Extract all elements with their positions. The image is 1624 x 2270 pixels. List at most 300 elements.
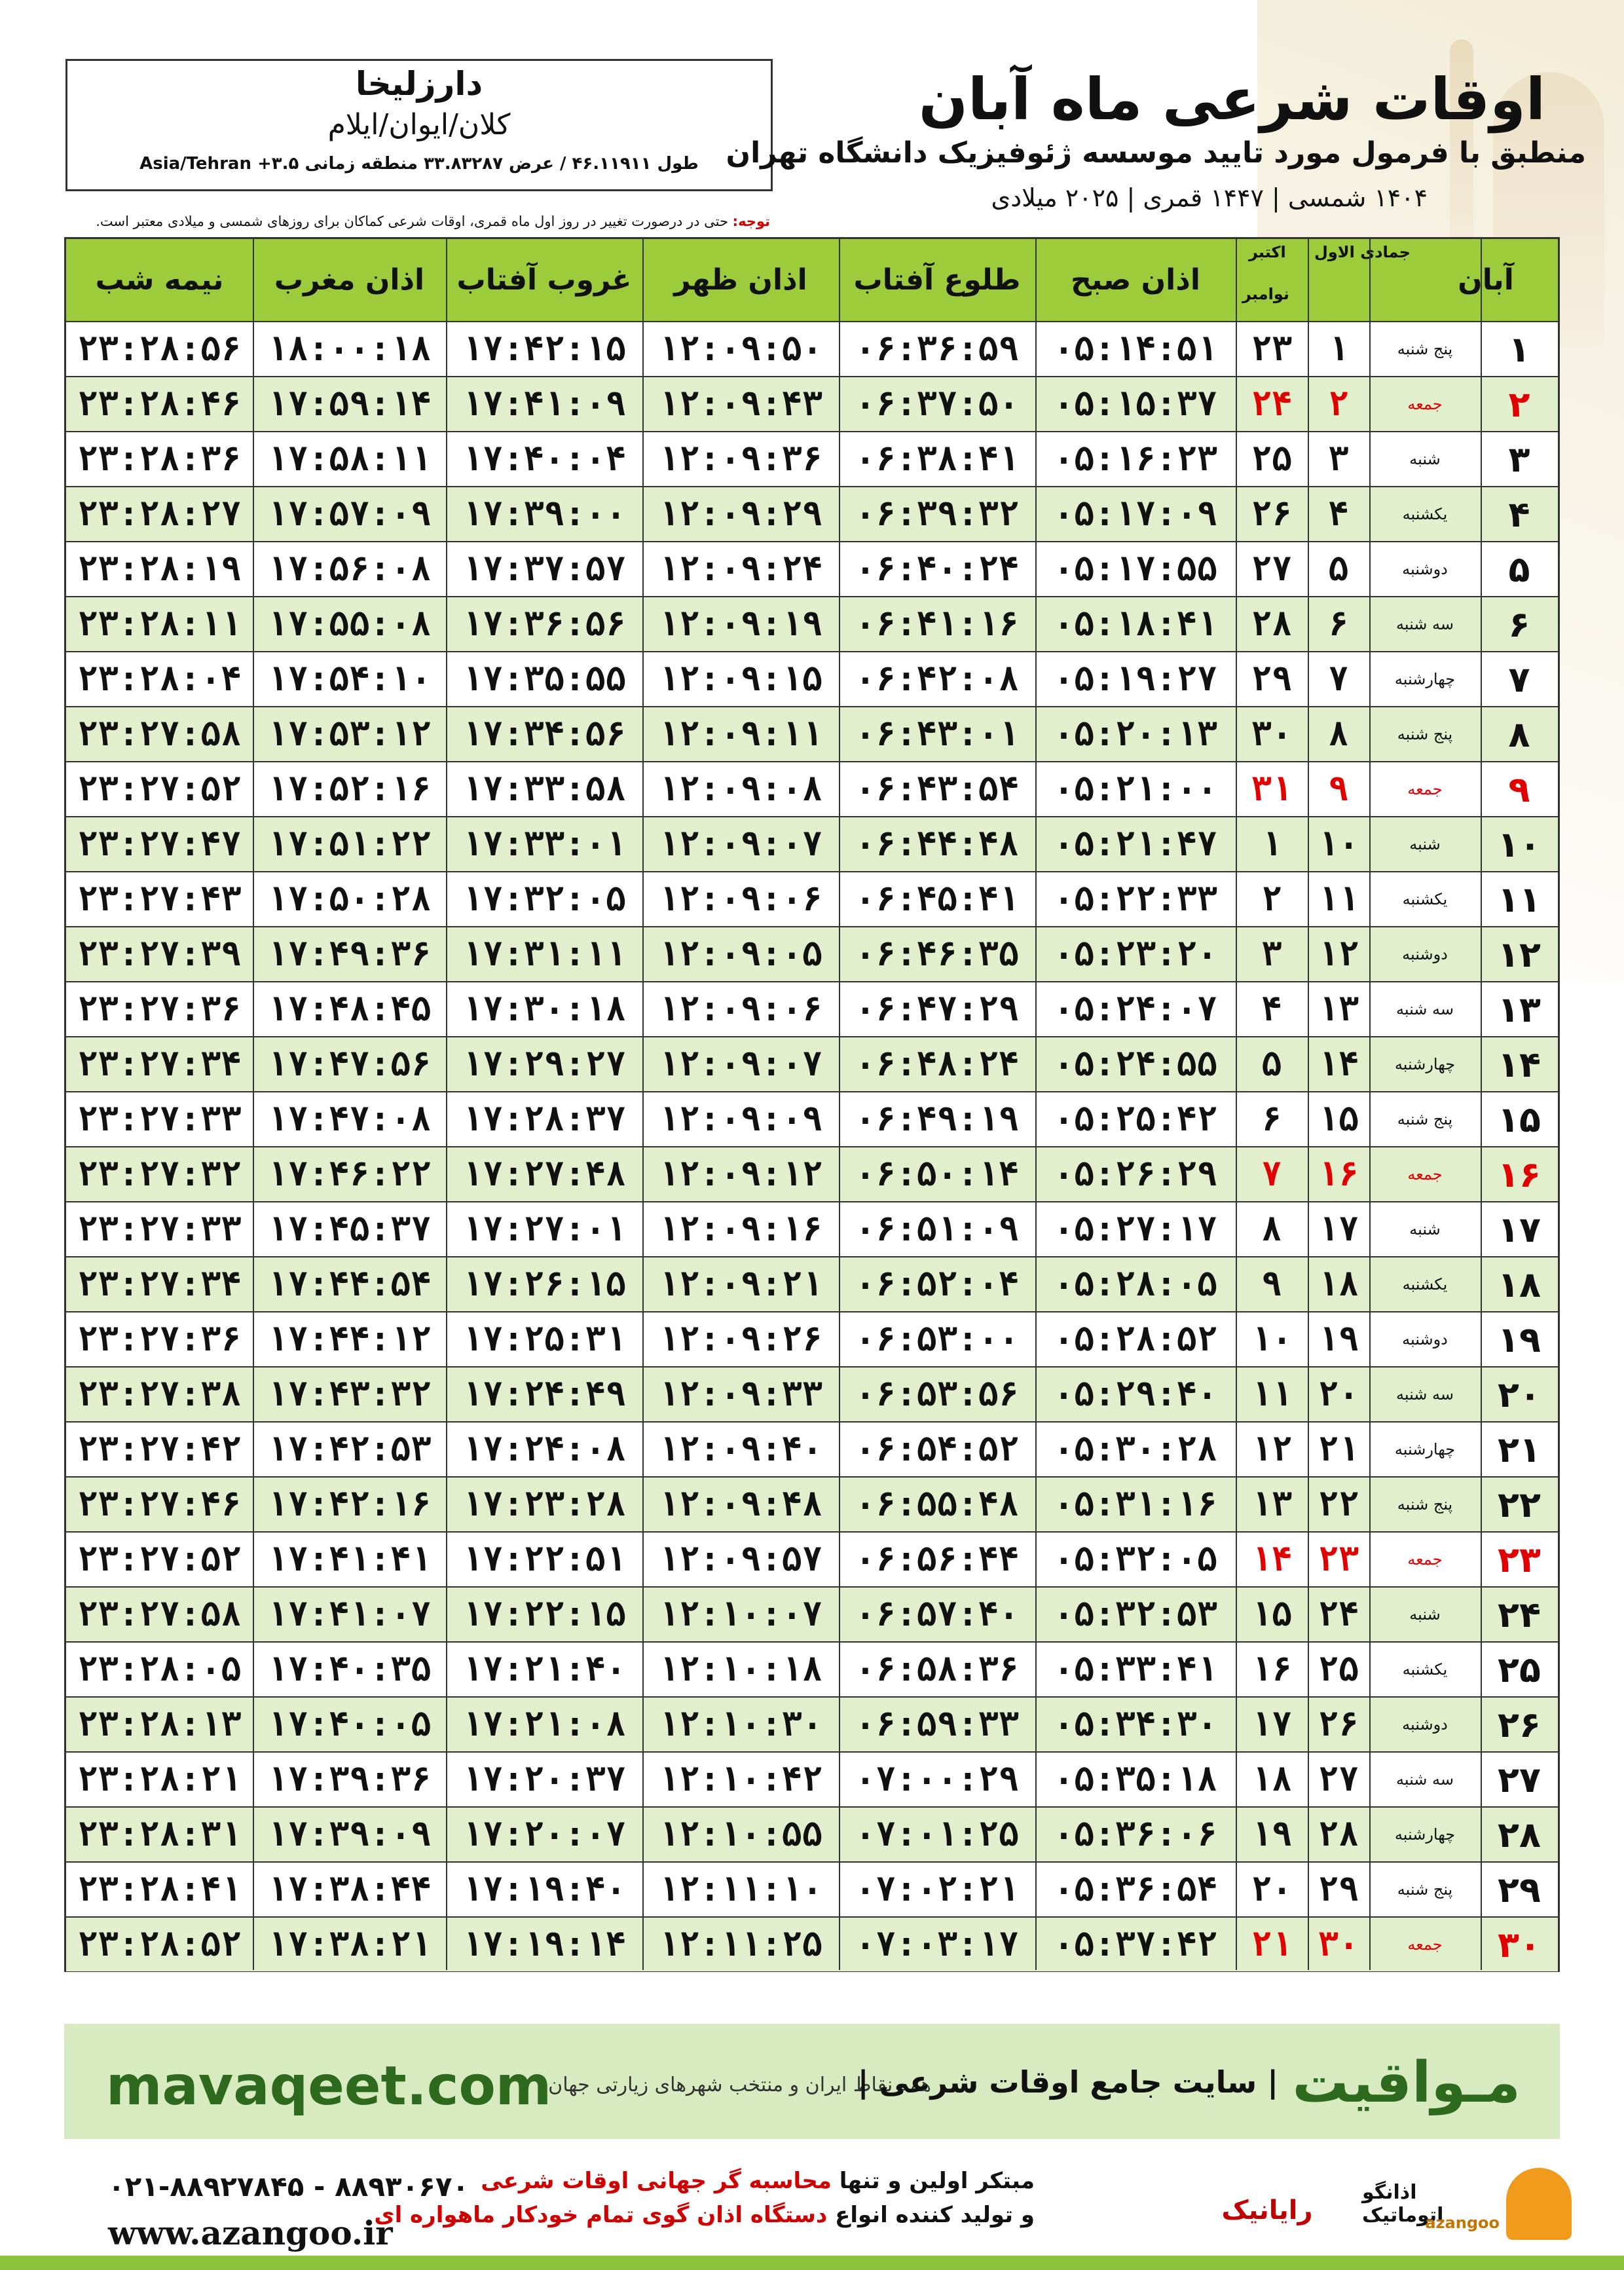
table-row xyxy=(66,1091,1558,1146)
aban-day-cell: ۱۷ xyxy=(1498,1208,1541,1250)
fajr-cell: ۰۵:۳۰:۲۸ xyxy=(1053,1430,1218,1469)
header-sunset: غروب آفتاب xyxy=(456,263,632,297)
gregorian-day-cell: ۱ xyxy=(1261,825,1282,864)
aban-day-cell: ۲۳ xyxy=(1498,1538,1541,1580)
fajr-cell: ۰۵:۲۲:۳۳ xyxy=(1053,880,1218,919)
midnight-cell: ۲۳:۲۷:۵۸ xyxy=(77,1595,242,1634)
sunrise-cell: ۰۶:۴۰:۲۴ xyxy=(855,549,1020,589)
gregorian-day-cell: ۳۱ xyxy=(1251,770,1293,809)
midnight-cell: ۲۳:۲۷:۳۸ xyxy=(77,1375,242,1414)
weekday-cell: سه شنبه xyxy=(1395,1000,1454,1018)
brand-logo: مـواقیت xyxy=(1292,2050,1521,2115)
promo-highlight: دستگاه اذان گوی تمام خودکار ماهواره ای xyxy=(374,2202,828,2228)
sunrise-cell: ۰۶:۵۱:۰۹ xyxy=(855,1210,1020,1249)
sunset-cell: ۱۷:۲۳:۲۸ xyxy=(462,1485,627,1524)
fajr-cell: ۰۵:۲۹:۴۰ xyxy=(1053,1375,1218,1414)
table-row xyxy=(66,486,1558,541)
dhuhr-cell: ۱۲:۱۱:۱۰ xyxy=(658,1870,823,1909)
page-subtitle: منطبق با فرمول مورد تایید موسسه ژئوفیزیک دانشگاه تهران xyxy=(726,136,1586,170)
weekday-cell: پنج شنبه xyxy=(1397,1110,1453,1128)
table-row xyxy=(66,1476,1558,1531)
aban-day-cell: ۵ xyxy=(1508,548,1530,590)
weekday-cell: دوشنبه xyxy=(1402,945,1448,963)
sunrise-cell: ۰۶:۴۳:۵۴ xyxy=(855,770,1020,809)
maghrib-cell: ۱۷:۴۶:۲۲ xyxy=(267,1155,432,1194)
midnight-cell: ۲۳:۲۸:۰۴ xyxy=(77,660,242,699)
midnight-cell: ۲۳:۲۸:۱۹ xyxy=(77,549,242,589)
midnight-cell: ۲۳:۲۷:۳۹ xyxy=(77,935,242,974)
gregorian-day-cell: ۱۷ xyxy=(1251,1705,1293,1744)
dhuhr-cell: ۱۲:۰۹:۱۵ xyxy=(658,660,823,699)
column-divider xyxy=(1308,239,1309,1970)
dhuhr-cell: ۱۲:۰۹:۳۶ xyxy=(658,439,823,479)
column-divider xyxy=(253,239,254,1970)
page-title: اوقات شرعی ماه آبان xyxy=(918,65,1545,133)
table-row xyxy=(66,1366,1558,1421)
fajr-cell: ۰۵:۱۴:۵۱ xyxy=(1053,329,1218,369)
azangoo-link[interactable]: www.azangoo.ir xyxy=(108,2214,393,2252)
gregorian-day-cell: ۲۸ xyxy=(1251,605,1293,644)
maghrib-cell: ۱۷:۵۹:۱۴ xyxy=(267,384,432,424)
sunset-cell: ۱۷:۲۷:۴۸ xyxy=(462,1155,627,1194)
maghrib-cell: ۱۷:۵۴:۱۰ xyxy=(267,660,432,699)
table-row xyxy=(66,816,1558,871)
aban-day-cell: ۶ xyxy=(1508,603,1530,645)
table-row xyxy=(66,1641,1558,1696)
hijri-day-cell: ۱۴ xyxy=(1318,1045,1359,1084)
bottom-contact xyxy=(0,2155,1624,2270)
sunset-cell: ۱۷:۲۵:۳۱ xyxy=(462,1320,627,1359)
gregorian-day-cell: ۱۵ xyxy=(1251,1595,1293,1634)
gregorian-day-cell: ۱۳ xyxy=(1251,1485,1293,1524)
maghrib-cell: ۱۷:۵۱:۲۲ xyxy=(267,825,432,864)
gregorian-day-cell: ۷ xyxy=(1261,1155,1282,1194)
column-divider xyxy=(1369,239,1371,1970)
fajr-cell: ۰۵:۲۴:۰۷ xyxy=(1053,990,1218,1029)
column-divider xyxy=(642,239,644,1970)
aban-day-cell: ۱۰ xyxy=(1498,823,1541,865)
maghrib-cell: ۱۷:۴۵:۳۷ xyxy=(267,1210,432,1249)
sunrise-cell: ۰۷:۰۰:۲۹ xyxy=(855,1760,1020,1799)
fajr-cell: ۰۵:۲۸:۰۵ xyxy=(1053,1265,1218,1304)
sunset-cell: ۱۷:۳۳:۵۸ xyxy=(462,770,627,809)
location-path: کلان/ایوان/ایلام xyxy=(327,108,511,141)
hijri-day-cell: ۱۹ xyxy=(1318,1320,1359,1359)
midnight-cell: ۲۳:۲۷:۳۶ xyxy=(77,1320,242,1359)
sunrise-cell: ۰۶:۵۸:۳۶ xyxy=(855,1650,1020,1689)
maghrib-cell: ۱۷:۳۸:۲۱ xyxy=(267,1925,432,1964)
weekday-cell: یکشنبه xyxy=(1402,1660,1448,1679)
sunset-cell: ۱۷:۴۰:۰۴ xyxy=(462,439,627,479)
midnight-cell: ۲۳:۲۸:۲۱ xyxy=(77,1760,242,1799)
notice-label: توجه: xyxy=(732,214,770,229)
table-row xyxy=(66,1806,1558,1861)
location-name: دارزلیخا xyxy=(355,65,483,103)
aban-day-cell: ۸ xyxy=(1508,713,1530,755)
aban-day-cell: ۱۴ xyxy=(1498,1043,1541,1085)
weekday-cell: جمعه xyxy=(1407,780,1443,798)
promo-highlight: محاسبه گر جهانی اوقات شرعی xyxy=(481,2168,832,2194)
gregorian-day-cell: ۲۶ xyxy=(1251,494,1293,534)
fajr-cell: ۰۵:۲۳:۲۰ xyxy=(1053,935,1218,974)
sunset-cell: ۱۷:۲۲:۵۱ xyxy=(462,1540,627,1579)
dhuhr-cell: ۱۲:۰۹:۰۸ xyxy=(658,770,823,809)
maghrib-cell: ۱۷:۵۸:۱۱ xyxy=(267,439,432,479)
dhuhr-cell: ۱۲:۰۹:۰۷ xyxy=(658,825,823,864)
weekday-cell: سه شنبه xyxy=(1395,1385,1454,1404)
aban-day-cell: ۷ xyxy=(1508,658,1530,700)
fajr-cell: ۰۵:۲۱:۰۰ xyxy=(1053,770,1218,809)
maghrib-cell: ۱۷:۴۷:۰۸ xyxy=(267,1100,432,1139)
weekday-cell: دوشنبه xyxy=(1402,1330,1448,1349)
midnight-cell: ۲۳:۲۷:۵۲ xyxy=(77,1540,242,1579)
table-row xyxy=(66,871,1558,926)
sunset-cell: ۱۷:۴۲:۱۵ xyxy=(462,329,627,369)
fajr-cell: ۰۵:۲۴:۵۵ xyxy=(1053,1045,1218,1084)
sunrise-cell: ۰۶:۴۳:۰۱ xyxy=(855,715,1020,754)
gregorian-day-cell: ۲۰ xyxy=(1251,1870,1293,1909)
weekday-cell: شنبه xyxy=(1409,1220,1441,1238)
weekday-cell: شنبه xyxy=(1409,1605,1441,1624)
promo-text: و تولید کننده انواع xyxy=(827,2202,1035,2228)
promo-text: مبتکر اولین و تنها xyxy=(831,2168,1035,2194)
dhuhr-cell: ۱۲:۰۹:۱۲ xyxy=(658,1155,823,1194)
dhuhr-cell: ۱۲:۱۰:۳۰ xyxy=(658,1705,823,1744)
fajr-cell: ۰۵:۱۷:۰۹ xyxy=(1053,494,1218,534)
hijri-day-cell: ۲۰ xyxy=(1318,1375,1359,1414)
midnight-cell: ۲۳:۲۸:۰۵ xyxy=(77,1650,242,1689)
fajr-cell: ۰۵:۳۶:۵۴ xyxy=(1053,1870,1218,1909)
sunset-cell: ۱۷:۲۱:۰۸ xyxy=(462,1705,627,1744)
header-jumada xyxy=(1308,239,1414,321)
sunset-cell: ۱۷:۱۹:۱۴ xyxy=(462,1925,627,1964)
hijri-day-cell: ۱ xyxy=(1328,329,1349,369)
website-link[interactable]: mavaqeet.com xyxy=(106,2055,552,2117)
header-jumada-label: جمادی الاول xyxy=(1314,243,1411,261)
sunset-cell: ۱۷:۳۵:۵۵ xyxy=(462,660,627,699)
sunset-cell: ۱۷:۳۳:۰۱ xyxy=(462,825,627,864)
maghrib-cell: ۱۷:۵۵:۰۸ xyxy=(267,605,432,644)
sunset-cell: ۱۷:۲۲:۱۵ xyxy=(462,1595,627,1634)
weekday-cell: جمعه xyxy=(1407,1935,1443,1954)
midnight-cell: ۲۳:۲۸:۵۶ xyxy=(77,329,242,369)
weekday-cell: یکشنبه xyxy=(1402,890,1448,908)
aban-day-cell: ۲۷ xyxy=(1498,1758,1541,1800)
weekday-cell: پنج شنبه xyxy=(1397,1880,1453,1899)
sunset-cell: ۱۷:۲۴:۰۸ xyxy=(462,1430,627,1469)
aban-day-cell: ۳ xyxy=(1508,438,1530,480)
dhuhr-cell: ۱۲:۰۹:۰۶ xyxy=(658,880,823,919)
table-row xyxy=(66,431,1558,486)
hijri-day-cell: ۹ xyxy=(1328,770,1349,809)
sunrise-cell: ۰۶:۵۶:۴۴ xyxy=(855,1540,1020,1579)
fajr-cell: ۰۵:۲۸:۵۲ xyxy=(1053,1320,1218,1359)
aban-day-cell: ۲۵ xyxy=(1498,1648,1541,1690)
fajr-cell: ۰۵:۱۹:۲۷ xyxy=(1053,660,1218,699)
maghrib-cell: ۱۸:۰۰:۱۸ xyxy=(267,329,432,369)
weekday-cell: یکشنبه xyxy=(1402,505,1448,523)
aban-day-cell: ۲۹ xyxy=(1498,1869,1541,1910)
header-maghrib: اذان مغرب xyxy=(274,263,425,297)
fajr-cell: ۰۵:۳۷:۴۲ xyxy=(1053,1925,1218,1964)
sunset-cell: ۱۷:۳۰:۱۸ xyxy=(462,990,627,1029)
fajr-cell: ۰۵:۲۷:۱۷ xyxy=(1053,1210,1218,1249)
midnight-cell: ۲۳:۲۷:۵۲ xyxy=(77,770,242,809)
bottom-green-bar xyxy=(0,2256,1624,2270)
gregorian-day-cell: ۵ xyxy=(1261,1045,1282,1084)
sunset-cell: ۱۷:۲۸:۳۷ xyxy=(462,1100,627,1139)
gregorian-day-cell: ۹ xyxy=(1261,1265,1282,1304)
fajr-cell: ۰۵:۲۶:۲۹ xyxy=(1053,1155,1218,1194)
table-row xyxy=(66,1531,1558,1586)
dhuhr-cell: ۱۲:۰۹:۵۷ xyxy=(658,1540,823,1579)
table-row xyxy=(66,981,1558,1036)
sunrise-cell: ۰۶:۴۱:۱۶ xyxy=(855,605,1020,644)
maghrib-cell: ۱۷:۴۴:۵۴ xyxy=(267,1265,432,1304)
weekday-cell: پنج شنبه xyxy=(1397,1495,1453,1514)
table-header xyxy=(66,239,1558,321)
hijri-day-cell: ۱۳ xyxy=(1318,990,1359,1029)
fajr-cell: ۰۵:۳۱:۱۶ xyxy=(1053,1485,1218,1524)
gregorian-day-cell: ۴ xyxy=(1261,990,1282,1029)
column-divider xyxy=(1035,239,1037,1970)
midnight-cell: ۲۳:۲۷:۳۴ xyxy=(77,1265,242,1304)
fajr-cell: ۰۵:۳۲:۵۳ xyxy=(1053,1595,1218,1634)
dhuhr-cell: ۱۲:۱۰:۴۲ xyxy=(658,1760,823,1799)
aban-day-cell: ۱۹ xyxy=(1498,1318,1541,1360)
sunrise-cell: ۰۶:۴۴:۴۸ xyxy=(855,825,1020,864)
table-row xyxy=(66,321,1558,376)
midnight-cell: ۲۳:۲۸:۴۱ xyxy=(77,1870,242,1909)
dhuhr-cell: ۱۲:۰۹:۱۶ xyxy=(658,1210,823,1249)
midnight-cell: ۲۳:۲۷:۵۸ xyxy=(77,715,242,754)
sunset-cell: ۱۷:۳۹:۰۰ xyxy=(462,494,627,534)
dhuhr-cell: ۱۲:۰۹:۱۱ xyxy=(658,715,823,754)
promo-line-2 xyxy=(374,2202,1035,2228)
sunset-cell: ۱۷:۲۹:۲۷ xyxy=(462,1045,627,1084)
table-row xyxy=(66,706,1558,761)
hijri-day-cell: ۱۸ xyxy=(1318,1265,1359,1304)
sunrise-cell: ۰۶:۵۲:۰۴ xyxy=(855,1265,1020,1304)
notice xyxy=(63,214,770,229)
gregorian-day-cell: ۸ xyxy=(1261,1210,1282,1249)
gregorian-day-cell: ۲ xyxy=(1261,880,1282,919)
aban-day-cell: ۱۳ xyxy=(1498,988,1541,1030)
azangoo-logo-sub: azangoo xyxy=(1425,2214,1500,2232)
maghrib-cell: ۱۷:۴۰:۰۵ xyxy=(267,1705,432,1744)
header-aban: آبان xyxy=(1458,263,1514,297)
notice-text: حتی در درصورت تغییر در روز اول ماه قمری، اوقات شرعی کماکان برای روزهای شمسی و میلادی معتبر است. xyxy=(96,214,733,229)
azangoo-logo xyxy=(1362,2168,1572,2253)
gregorian-day-cell: ۱۹ xyxy=(1251,1815,1293,1854)
aban-day-cell: ۲۸ xyxy=(1498,1814,1541,1855)
dhuhr-cell: ۱۲:۰۹:۳۳ xyxy=(658,1375,823,1414)
header-midnight: نیمه شب xyxy=(95,263,224,297)
dhuhr-cell: ۱۲:۱۰:۱۸ xyxy=(658,1650,823,1689)
table-row xyxy=(66,651,1558,706)
gregorian-day-cell: ۲۳ xyxy=(1251,329,1293,369)
dhuhr-cell: ۱۲:۰۹:۵۰ xyxy=(658,329,823,369)
weekday-cell: سه شنبه xyxy=(1395,615,1454,633)
sunrise-cell: ۰۶:۴۹:۱۹ xyxy=(855,1100,1020,1139)
column-divider xyxy=(1236,239,1237,1970)
midnight-cell: ۲۳:۲۸:۵۲ xyxy=(77,1925,242,1964)
hijri-day-cell: ۲ xyxy=(1328,384,1349,424)
table-row xyxy=(66,1586,1558,1641)
table-row xyxy=(66,1916,1558,1971)
maghrib-cell: ۱۷:۵۲:۱۶ xyxy=(267,770,432,809)
aban-day-cell: ۱ xyxy=(1508,328,1530,370)
midnight-cell: ۲۳:۲۷:۴۷ xyxy=(77,825,242,864)
hijri-day-cell: ۸ xyxy=(1328,715,1349,754)
sunset-cell: ۱۷:۲۰:۰۷ xyxy=(462,1815,627,1854)
sunrise-cell: ۰۶:۳۷:۵۰ xyxy=(855,384,1020,424)
fajr-cell: ۰۵:۳۶:۰۶ xyxy=(1053,1815,1218,1854)
hijri-day-cell: ۲۲ xyxy=(1318,1485,1359,1524)
maghrib-cell: ۱۷:۴۱:۴۱ xyxy=(267,1540,432,1579)
table-row xyxy=(66,1256,1558,1311)
hijri-day-cell: ۲۱ xyxy=(1318,1430,1359,1469)
dhuhr-cell: ۱۲:۰۹:۰۶ xyxy=(658,990,823,1029)
aban-day-cell: ۱۲ xyxy=(1498,933,1541,975)
sunset-cell: ۱۷:۱۹:۴۰ xyxy=(462,1870,627,1909)
midnight-cell: ۲۳:۲۷:۳۳ xyxy=(77,1210,242,1249)
header-dhuhr: اذان ظهر xyxy=(674,263,807,297)
sunset-cell: ۱۷:۲۶:۱۵ xyxy=(462,1265,627,1304)
sunset-cell: ۱۷:۲۴:۴۹ xyxy=(462,1375,627,1414)
header-sunrise: طلوع آفتاب xyxy=(853,263,1021,297)
gregorian-day-cell: ۱۲ xyxy=(1251,1430,1293,1469)
dhuhr-cell: ۱۲:۱۱:۲۵ xyxy=(658,1925,823,1964)
gregorian-day-cell: ۳۰ xyxy=(1251,715,1293,754)
hijri-day-cell: ۳ xyxy=(1328,439,1349,479)
column-divider xyxy=(446,239,447,1970)
maghrib-cell: ۱۷:۴۹:۳۶ xyxy=(267,935,432,974)
table-row xyxy=(66,761,1558,816)
gregorian-day-cell: ۲۱ xyxy=(1251,1925,1293,1964)
maghrib-cell: ۱۷:۴۳:۳۲ xyxy=(267,1375,432,1414)
maghrib-cell: ۱۷:۳۹:۳۶ xyxy=(267,1760,432,1799)
hijri-day-cell: ۱۲ xyxy=(1318,935,1359,974)
gregorian-day-cell: ۱۴ xyxy=(1251,1540,1293,1579)
weekday-cell: دوشنبه xyxy=(1402,560,1448,578)
sunset-cell: ۱۷:۲۰:۳۷ xyxy=(462,1760,627,1799)
aban-day-cell: ۱۱ xyxy=(1498,878,1541,920)
midnight-cell: ۲۳:۲۸:۲۷ xyxy=(77,494,242,534)
dhuhr-cell: ۱۲:۰۹:۲۶ xyxy=(658,1320,823,1359)
maghrib-cell: ۱۷:۵۶:۰۸ xyxy=(267,549,432,589)
sunrise-cell: ۰۶:۵۴:۵۲ xyxy=(855,1430,1020,1469)
maghrib-cell: ۱۷:۵۷:۰۹ xyxy=(267,494,432,534)
sunrise-cell: ۰۶:۳۹:۳۲ xyxy=(855,494,1020,534)
hijri-day-cell: ۷ xyxy=(1328,660,1349,699)
sunrise-cell: ۰۶:۴۷:۲۹ xyxy=(855,990,1020,1029)
table-row xyxy=(66,1861,1558,1916)
gregorian-day-cell: ۱۶ xyxy=(1251,1650,1293,1689)
fajr-cell: ۰۵:۲۵:۴۲ xyxy=(1053,1100,1218,1139)
maghrib-cell: ۱۷:۴۲:۵۳ xyxy=(267,1430,432,1469)
header-gregorian xyxy=(1236,239,1308,321)
gregorian-day-cell: ۱۰ xyxy=(1251,1320,1293,1359)
sunset-cell: ۱۷:۲۱:۴۰ xyxy=(462,1650,627,1689)
sunset-cell: ۱۷:۳۲:۰۵ xyxy=(462,880,627,919)
gregorian-day-cell: ۲۴ xyxy=(1251,384,1293,424)
dhuhr-cell: ۱۲:۰۹:۰۹ xyxy=(658,1100,823,1139)
midnight-cell: ۲۳:۲۷:۴۲ xyxy=(77,1430,242,1469)
sunrise-cell: ۰۶:۵۹:۳۳ xyxy=(855,1705,1020,1744)
sunrise-cell: ۰۶:۴۸:۲۴ xyxy=(855,1045,1020,1084)
maghrib-cell: ۱۷:۴۱:۰۷ xyxy=(267,1595,432,1634)
location-box xyxy=(65,59,773,191)
header-october: اکتبر xyxy=(1249,243,1286,261)
table-row xyxy=(66,926,1558,981)
hijri-day-cell: ۶ xyxy=(1328,605,1349,644)
hijri-day-cell: ۱۶ xyxy=(1318,1155,1359,1194)
sunset-cell: ۱۷:۳۱:۱۱ xyxy=(462,935,627,974)
dhuhr-cell: ۱۲:۱۰:۵۵ xyxy=(658,1815,823,1854)
aban-day-cell: ۲۰ xyxy=(1498,1373,1541,1415)
fajr-cell: ۰۵:۱۸:۴۱ xyxy=(1053,605,1218,644)
maghrib-cell: ۱۷:۴۲:۱۶ xyxy=(267,1485,432,1524)
calendar-dates: ۱۴۰۴ شمسی | ۱۴۴۷ قمری | ۲۰۲۵ میلادی xyxy=(991,183,1428,212)
sunrise-cell: ۰۶:۴۶:۳۵ xyxy=(855,935,1020,974)
midnight-cell: ۲۳:۲۸:۴۶ xyxy=(77,384,242,424)
sunrise-cell: ۰۶:۵۳:۵۶ xyxy=(855,1375,1020,1414)
sunset-cell: ۱۷:۳۶:۵۶ xyxy=(462,605,627,644)
sunset-cell: ۱۷:۴۱:۰۹ xyxy=(462,384,627,424)
sunrise-cell: ۰۷:۰۲:۲۱ xyxy=(855,1870,1020,1909)
weekday-cell: پنج شنبه xyxy=(1397,725,1453,743)
hijri-day-cell: ۲۴ xyxy=(1318,1595,1359,1634)
gregorian-day-cell: ۶ xyxy=(1261,1100,1282,1139)
weekday-cell: چهارشنبه xyxy=(1394,1440,1456,1459)
dhuhr-cell: ۱۲:۰۹:۴۸ xyxy=(658,1485,823,1524)
maghrib-cell: ۱۷:۴۰:۳۵ xyxy=(267,1650,432,1689)
aban-day-cell: ۲ xyxy=(1508,383,1530,425)
weekday-cell: شنبه xyxy=(1409,450,1441,468)
dhuhr-cell: ۱۲:۰۹:۰۵ xyxy=(658,935,823,974)
dhuhr-cell: ۱۲:۰۹:۴۳ xyxy=(658,384,823,424)
hijri-day-cell: ۳۰ xyxy=(1318,1925,1359,1964)
aban-day-cell: ۲۲ xyxy=(1498,1483,1541,1525)
hijri-day-cell: ۲۸ xyxy=(1318,1815,1359,1854)
gregorian-day-cell: ۱۸ xyxy=(1251,1760,1293,1799)
table-row xyxy=(66,376,1558,431)
gregorian-day-cell: ۲۵ xyxy=(1251,439,1293,479)
maghrib-cell: ۱۷:۴۸:۴۵ xyxy=(267,990,432,1029)
midnight-cell: ۲۳:۲۸:۳۱ xyxy=(77,1815,242,1854)
sunrise-cell: ۰۷:۰۳:۱۷ xyxy=(855,1925,1020,1964)
table-row xyxy=(66,1421,1558,1476)
table-row xyxy=(66,1036,1558,1091)
gregorian-day-cell: ۱۱ xyxy=(1251,1375,1293,1414)
gregorian-day-cell: ۲۷ xyxy=(1251,549,1293,589)
midnight-cell: ۲۳:۲۷:۴۳ xyxy=(77,880,242,919)
table-row xyxy=(66,541,1558,596)
hijri-day-cell: ۲۷ xyxy=(1318,1760,1359,1799)
aban-day-cell: ۹ xyxy=(1508,768,1530,810)
hijri-day-cell: ۱۷ xyxy=(1318,1210,1359,1249)
weekday-cell: چهارشنبه xyxy=(1394,670,1456,688)
dhuhr-cell: ۱۲:۰۹:۲۱ xyxy=(658,1265,823,1304)
gregorian-day-cell: ۳ xyxy=(1261,935,1282,974)
fajr-cell: ۰۵:۳۴:۳۰ xyxy=(1053,1705,1218,1744)
hijri-day-cell: ۲۹ xyxy=(1318,1870,1359,1909)
fajr-cell: ۰۵:۳۳:۴۱ xyxy=(1053,1650,1218,1689)
footer-slogan-secondary: همه نقاط ایران و منتخب شهرهای زیارتی جهان xyxy=(548,2074,931,2096)
fajr-cell: ۰۵:۱۵:۳۷ xyxy=(1053,384,1218,424)
hijri-day-cell: ۴ xyxy=(1328,494,1349,534)
